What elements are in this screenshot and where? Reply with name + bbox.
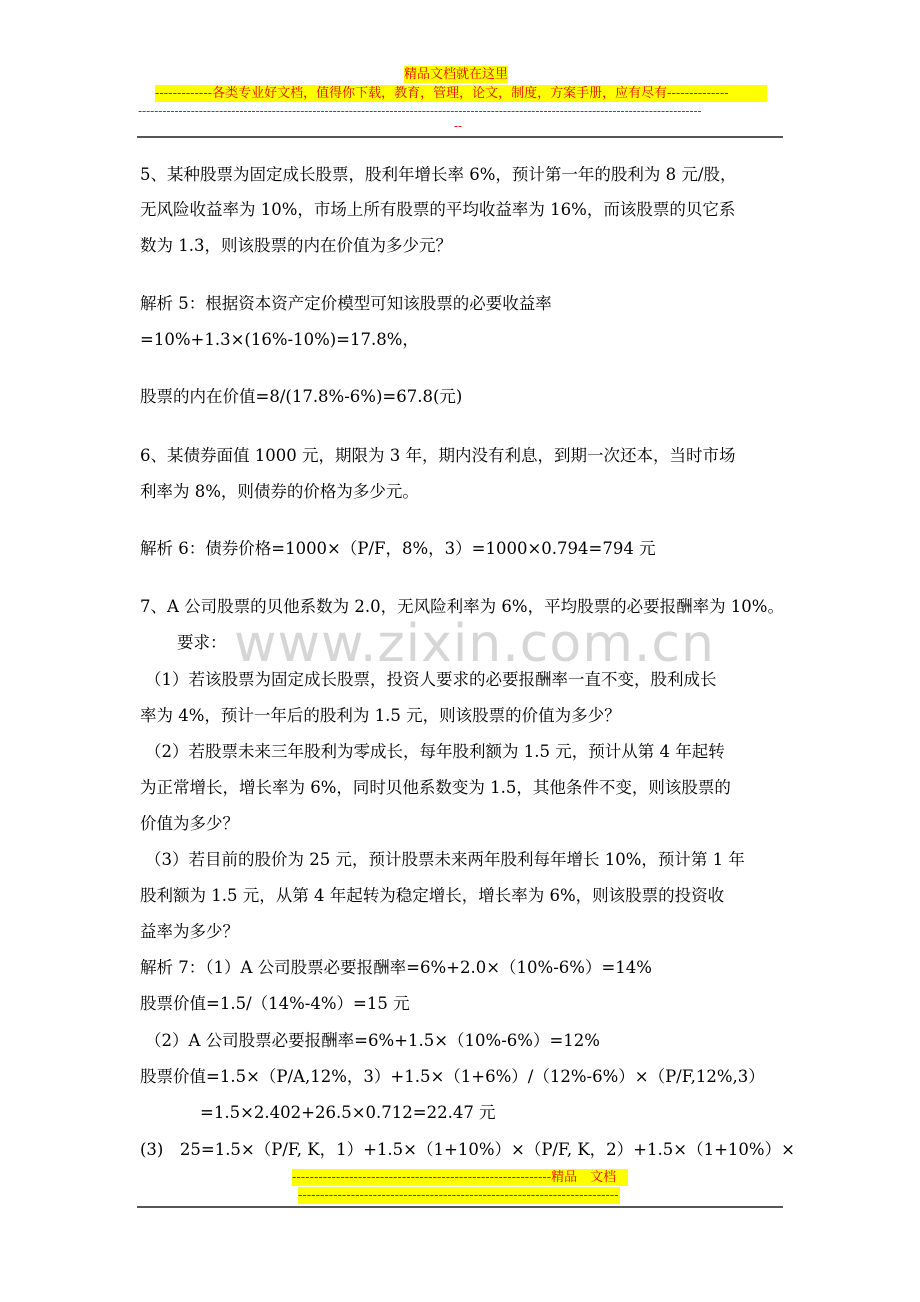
text-line: 解析 6：债券价格=1000×（P/F，8%，3）=1000×0.794=794 元 bbox=[140, 539, 656, 558]
text-line: 解析 5：根据资本资产定价模型可知该股票的必要收益率 bbox=[140, 294, 552, 313]
text-line: 价值为多少？ bbox=[140, 814, 239, 833]
text-line: =10%+1.3×(16%-10%)=17.8%， bbox=[140, 330, 419, 349]
text-line: =1.5×2.402+26.5×0.712=22.47 元 bbox=[200, 1103, 496, 1122]
footer-line-1: -----------------------------------------------------------精品 文档 bbox=[292, 1169, 628, 1186]
text-line: （2）A 公司股票必要报酬率=6%+1.5×（10%-6%）=12% bbox=[145, 1031, 600, 1050]
text-line: （1）若该股票为固定成长股票，投资人要求的必要报酬率一直不变，股利成长 bbox=[145, 670, 717, 689]
text-line: 5、某种股票为固定成长股票，股利年增长率 6%，预计第一年的股利为 8 元/股， bbox=[140, 165, 737, 184]
footer-rule bbox=[137, 1206, 783, 1208]
text-line: 股利额为 1.5 元，从第 4 年起转为稳定增长，增长率为 6%，则该股票的投资收 bbox=[140, 886, 725, 905]
header-rule bbox=[137, 136, 783, 138]
footer-line-2: ------------------------------------------------------------------------- bbox=[298, 1188, 619, 1203]
text-line: 利率为 8%，则债券的价格为多少元。 bbox=[140, 482, 419, 501]
text-line: 率为 4%，预计一年后的股利为 1.5 元，则该股票的价值为多少？ bbox=[140, 706, 621, 725]
text-line: （2）若股票未来三年股利为零成长，每年股利额为 1.5 元，预计从第 4 年起转 bbox=[145, 742, 725, 761]
text-line: 解析 7：（1）A 公司股票必要报酬率=6%+2.0×（10%-6%）=14% bbox=[140, 958, 652, 977]
header-title: 精品文档就在这里 bbox=[404, 67, 509, 82]
text-line: 要求： bbox=[177, 633, 227, 652]
header-dashes-tail: -- bbox=[454, 119, 463, 133]
text-line: 6、某债券面值 1000 元，期限为 3 年，期内没有利息，到期一次还本，当时市场 bbox=[140, 446, 736, 465]
text-line: 股票价值=1.5×（P/A,12%，3）+1.5×（1+6%）/（12%-6%）×（P/F,12%,3） bbox=[140, 1067, 765, 1086]
text-line: (3) 25=1.5×（P/F, K，1）+1.5×（1+10%）×（P/F, K，2）+1.5×（1+10%）× bbox=[140, 1140, 795, 1159]
text-line: （3）若目前的股价为 25 元，预计股票未来两年股利每年增长 10%，预计第 1 年 bbox=[145, 850, 745, 869]
text-line: 7、A 公司股票的贝他系数为 2.0，无风险利率为 6%，平均股票的必要报酬率为 10%。 bbox=[140, 597, 784, 616]
header-dashes: ------------------------------------------------------------------------------------------------------------------------------------------- bbox=[138, 104, 702, 118]
text-line: 无风险收益率为 10%，市场上所有股票的平均收益率为 16%，而该股票的贝它系 bbox=[140, 200, 736, 219]
text-line: 益率为多少？ bbox=[140, 922, 239, 941]
text-line: 股票的内在价值=8/(17.8%-6%)=67.8(元) bbox=[140, 387, 463, 406]
header-slogan: -------------各类专业好文档，值得你下载，教育，管理，论文，制度，方案手册，应有尽有-------------- bbox=[155, 85, 767, 102]
text-line: 股票价值=1.5/（14%-4%）=15 元 bbox=[140, 994, 410, 1013]
text-line: 为正常增长，增长率为 6%，同时贝他系数变为 1.5，其他条件不变，则该股票的 bbox=[140, 778, 731, 797]
text-line: 数为 1.3，则该股票的内在价值为多少元？ bbox=[140, 236, 452, 255]
watermark: www.zixin.com.cn bbox=[234, 614, 715, 674]
